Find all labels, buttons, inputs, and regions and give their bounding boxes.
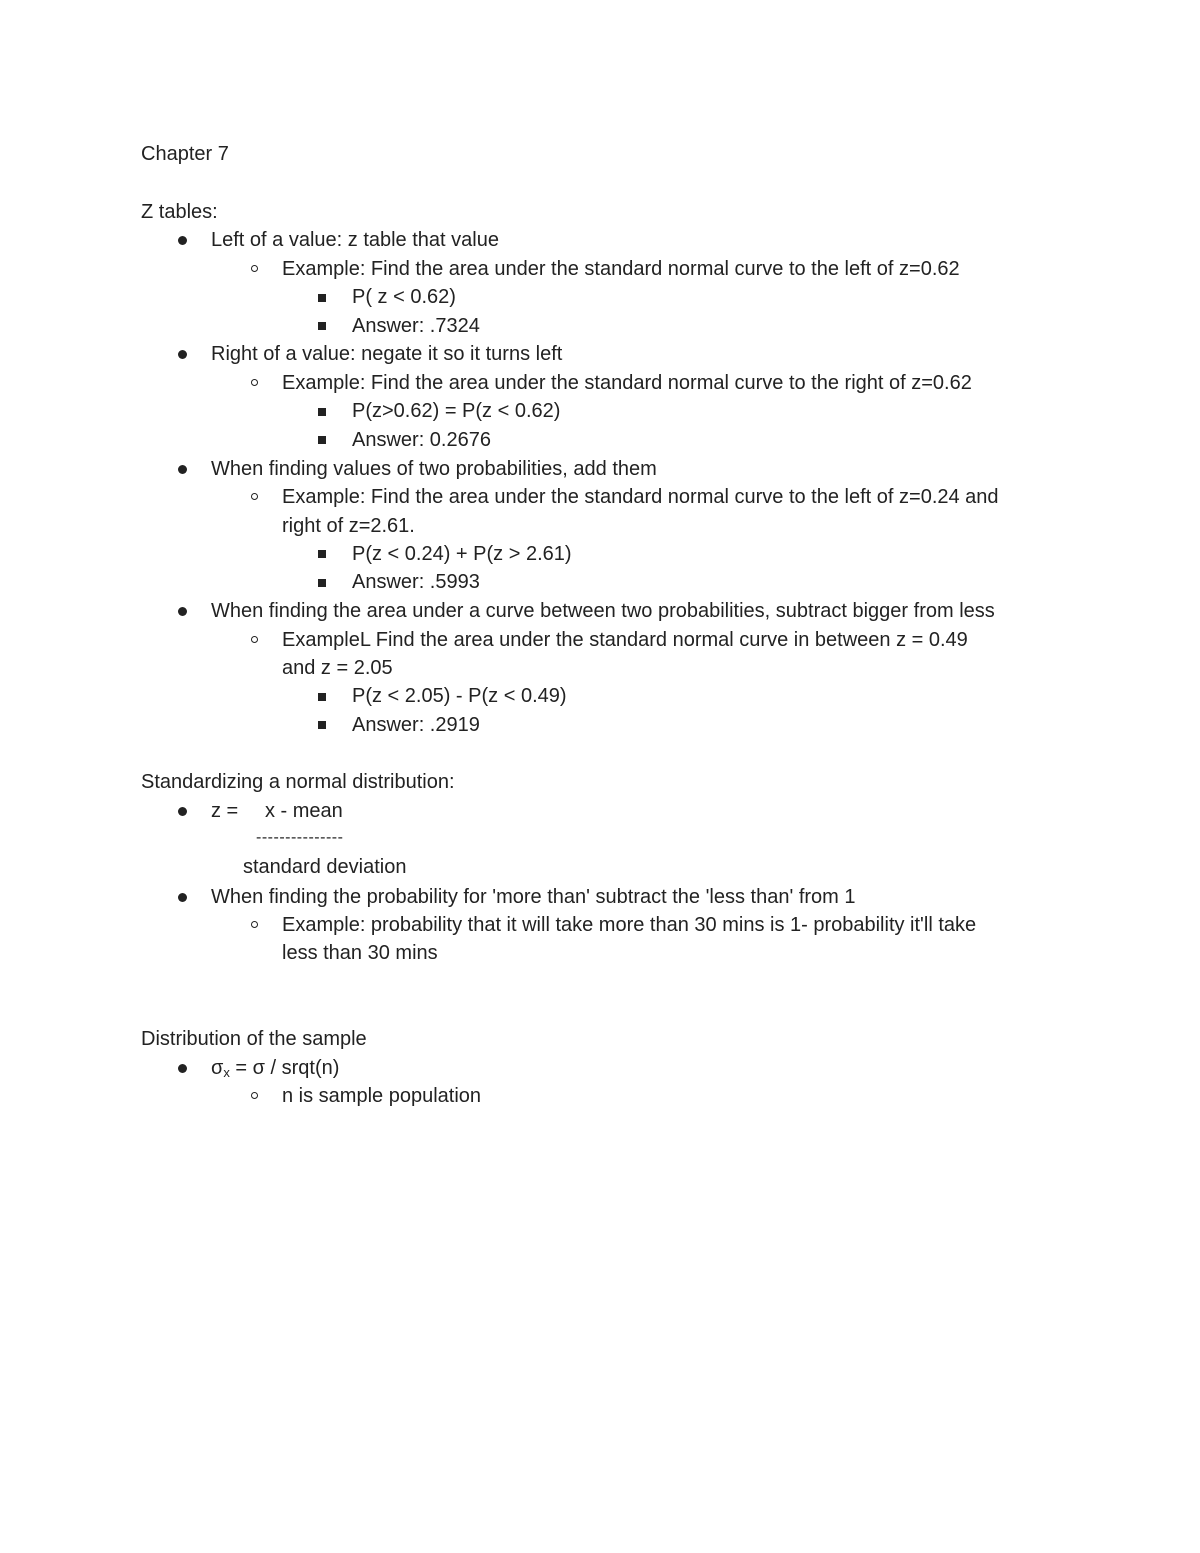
square-bullet-icon [318,721,326,729]
circle-bullet-icon [251,636,258,643]
circle-bullet-icon [251,1092,258,1099]
section-heading-sample-distribution: Distribution of the sample [141,1028,367,1050]
square-bullet-icon [318,322,326,330]
disc-bullet-icon [178,607,187,616]
step-two-probabilities: P(z < 0.24) + P(z > 2.61) [352,543,572,565]
formula-lhs: z = [211,800,239,822]
disc-bullet-icon [178,893,187,902]
circle-bullet-icon [251,265,258,272]
example-between-probabilities-line2: and z = 2.05 [282,657,393,679]
list-item-between-probabilities: When finding the area under a curve between two probabilities, subtract bigger from less [211,600,995,622]
note-sample-population: n is sample population [282,1085,482,1107]
list-item-two-probabilities: When finding values of two probabilities, add them [211,458,657,480]
formula-rest: = σ / srqt(n) [229,1057,340,1079]
step-right-of-value: P(z>0.62) = P(z < 0.62) [352,400,561,422]
square-bullet-icon [318,294,326,302]
square-bullet-icon [318,693,326,701]
square-bullet-icon [318,408,326,416]
disc-bullet-icon [178,236,187,245]
answer-left-of-value: Answer: .7324 [352,315,480,337]
example-between-probabilities-line1: ExampleL Find the area under the standard normal curve in between z = 0.49 [282,629,968,651]
step-between-probabilities: P(z < 2.05) - P(z < 0.49) [352,685,567,707]
formula-sigma: σ [211,1057,224,1079]
answer-between-probabilities: Answer: .2919 [352,714,480,736]
example-more-than-line1: Example: probability that it will take more than 30 mins is 1- probability it'll take [282,914,977,936]
square-bullet-icon [318,579,326,587]
formula-fraction-rule: --------------- [256,829,344,846]
disc-bullet-icon [178,1064,187,1073]
section-heading-standardizing: Standardizing a normal distribution: [141,771,455,793]
circle-bullet-icon [251,379,258,386]
answer-right-of-value: Answer: 0.2676 [352,429,491,451]
square-bullet-icon [318,436,326,444]
example-two-probabilities-line1: Example: Find the area under the standard normal curve to the left of z=0.24 and [282,486,999,508]
circle-bullet-icon [251,921,258,928]
formula-sample-std-error [211,1056,339,1085]
example-more-than-line2: less than 30 mins [282,942,438,964]
formula-subscript: x [223,1065,230,1080]
disc-bullet-icon [178,465,187,474]
list-item-more-than: When finding the probability for 'more than' subtract the 'less than' from 1 [211,886,856,908]
example-two-probabilities-line2: right of z=2.61. [282,515,415,537]
step-left-of-value: P( z < 0.62) [352,286,456,308]
list-item-left-of-value: Left of a value: z table that value [211,229,499,251]
answer-two-probabilities: Answer: .5993 [352,571,480,593]
example-right-of-value: Example: Find the area under the standard normal curve to the right of z=0.62 [282,372,972,394]
formula-denominator: standard deviation [243,856,407,878]
list-item-right-of-value: Right of a value: negate it so it turns left [211,343,563,365]
section-heading-z-tables: Z tables: [141,201,218,223]
disc-bullet-icon [178,807,187,816]
circle-bullet-icon [251,493,258,500]
formula-numerator: x - mean [265,800,343,822]
square-bullet-icon [318,550,326,558]
example-left-of-value: Example: Find the area under the standard normal curve to the left of z=0.62 [282,258,960,280]
chapter-title: Chapter 7 [141,143,229,165]
disc-bullet-icon [178,350,187,359]
